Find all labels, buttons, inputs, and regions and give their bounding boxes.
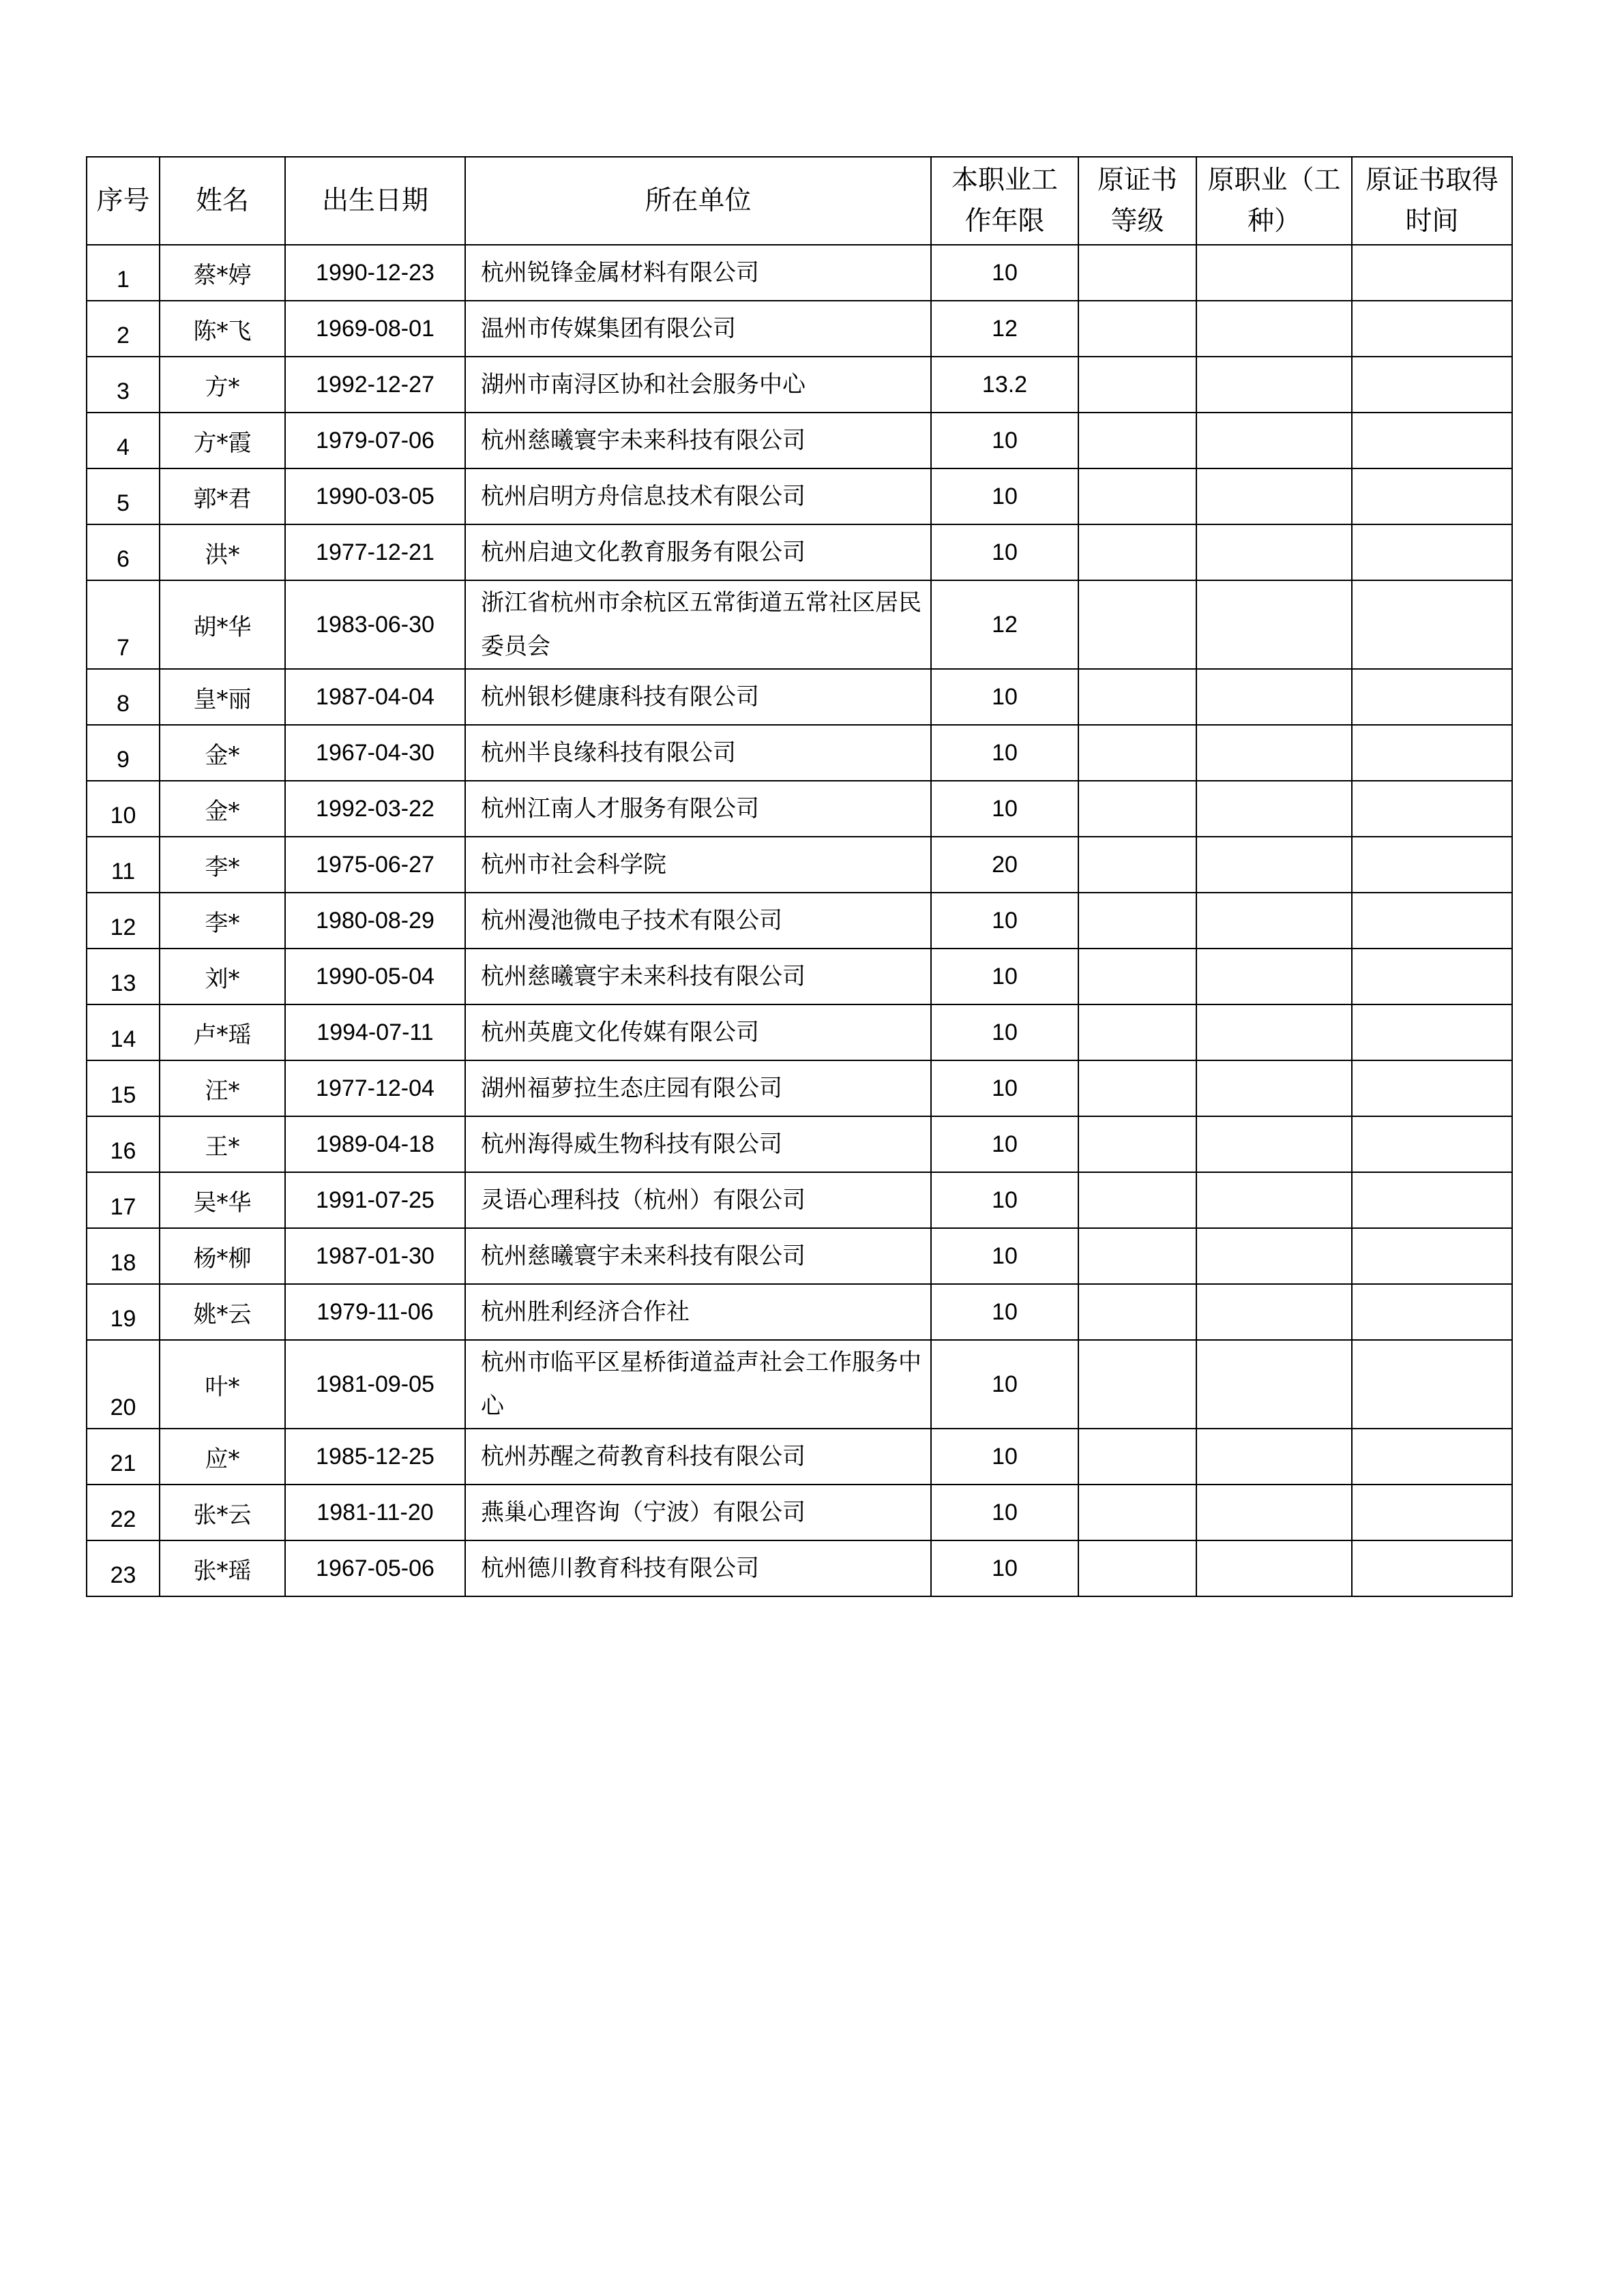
cell-no: 13 [87, 949, 160, 1004]
cell-unit: 杭州半良缘科技有限公司 [465, 725, 931, 781]
cell-original-occupation [1196, 1340, 1352, 1429]
cell-original-occupation [1196, 580, 1352, 669]
cell-original-occupation [1196, 1172, 1352, 1228]
cell-original-occupation [1196, 1060, 1352, 1116]
cell-unit: 杭州慈曦寰宇未来科技有限公司 [465, 949, 931, 1004]
cell-work-years: 12 [931, 580, 1078, 669]
cell-original-cert-time [1352, 949, 1512, 1004]
header-no: 序号 [87, 157, 160, 245]
cell-unit: 杭州启迪文化教育服务有限公司 [465, 524, 931, 580]
cell-no: 10 [87, 781, 160, 837]
header-work-years: 本职业工作年限 [931, 157, 1078, 245]
cell-name: 卢*瑶 [160, 1004, 285, 1060]
table-row [87, 245, 1512, 301]
table-row [87, 1429, 1512, 1485]
cell-original-cert-time [1352, 301, 1512, 357]
cell-original-occupation [1196, 781, 1352, 837]
cell-original-cert-level [1078, 1340, 1196, 1429]
cell-name: 王* [160, 1116, 285, 1172]
cell-work-years: 10 [931, 1172, 1078, 1228]
header-original-cert-time: 原证书取得时间 [1352, 157, 1512, 245]
cell-no: 14 [87, 1004, 160, 1060]
header-unit: 所在单位 [465, 157, 931, 245]
cell-original-cert-level [1078, 837, 1196, 893]
cell-no: 12 [87, 893, 160, 949]
cell-no: 20 [87, 1340, 160, 1429]
cell-original-cert-level [1078, 468, 1196, 524]
cell-original-occupation [1196, 1429, 1352, 1485]
cell-original-cert-level [1078, 1060, 1196, 1116]
cell-work-years: 10 [931, 1284, 1078, 1340]
cell-no: 8 [87, 669, 160, 725]
cell-original-cert-level [1078, 413, 1196, 468]
table-row [87, 1540, 1512, 1596]
cell-name: 胡*华 [160, 580, 285, 669]
cell-no: 23 [87, 1540, 160, 1596]
header-name: 姓名 [160, 157, 285, 245]
cell-no: 9 [87, 725, 160, 781]
table-row [87, 949, 1512, 1004]
cell-original-occupation [1196, 837, 1352, 893]
cell-unit: 杭州德川教育科技有限公司 [465, 1540, 931, 1596]
cell-birth-date: 1990-03-05 [285, 468, 465, 524]
table-row [87, 1172, 1512, 1228]
cell-work-years: 10 [931, 1485, 1078, 1540]
cell-work-years: 10 [931, 1228, 1078, 1284]
cell-birth-date: 1979-07-06 [285, 413, 465, 468]
cell-name: 张*云 [160, 1485, 285, 1540]
table-row [87, 524, 1512, 580]
cell-original-occupation [1196, 413, 1352, 468]
cell-work-years: 10 [931, 781, 1078, 837]
header-original-cert-level: 原证书等级 [1078, 157, 1196, 245]
table-row [87, 837, 1512, 893]
table-row [87, 580, 1512, 669]
cell-no: 11 [87, 837, 160, 893]
cell-birth-date: 1967-04-30 [285, 725, 465, 781]
cell-name: 刘* [160, 949, 285, 1004]
table-row [87, 1340, 1512, 1429]
cell-original-cert-level [1078, 580, 1196, 669]
cell-unit: 湖州福萝拉生态庄园有限公司 [465, 1060, 931, 1116]
cell-unit: 灵语心理科技（杭州）有限公司 [465, 1172, 931, 1228]
cell-work-years: 20 [931, 837, 1078, 893]
table-row [87, 413, 1512, 468]
cell-original-cert-time [1352, 669, 1512, 725]
cell-no: 3 [87, 357, 160, 413]
cell-work-years: 10 [931, 949, 1078, 1004]
cell-unit: 杭州银杉健康科技有限公司 [465, 669, 931, 725]
cell-birth-date: 1979-11-06 [285, 1284, 465, 1340]
cell-birth-date: 1980-08-29 [285, 893, 465, 949]
cell-original-cert-time [1352, 468, 1512, 524]
cell-original-cert-level [1078, 949, 1196, 1004]
cell-name: 张*瑶 [160, 1540, 285, 1596]
cell-work-years: 10 [931, 669, 1078, 725]
cell-birth-date: 1985-12-25 [285, 1429, 465, 1485]
cell-unit: 燕巢心理咨询（宁波）有限公司 [465, 1485, 931, 1540]
cell-work-years: 10 [931, 725, 1078, 781]
cell-no: 21 [87, 1429, 160, 1485]
cell-name: 方*霞 [160, 413, 285, 468]
cell-original-cert-level [1078, 893, 1196, 949]
cell-original-cert-time [1352, 1172, 1512, 1228]
cell-work-years: 10 [931, 524, 1078, 580]
cell-no: 1 [87, 245, 160, 301]
cell-original-cert-time [1352, 893, 1512, 949]
cell-original-occupation [1196, 669, 1352, 725]
cell-work-years: 10 [931, 893, 1078, 949]
cell-unit: 杭州漫池微电子技术有限公司 [465, 893, 931, 949]
cell-original-occupation [1196, 1485, 1352, 1540]
cell-unit: 杭州海得威生物科技有限公司 [465, 1116, 931, 1172]
cell-name: 应* [160, 1429, 285, 1485]
cell-name: 郭*君 [160, 468, 285, 524]
cell-birth-date: 1989-04-18 [285, 1116, 465, 1172]
cell-original-cert-level [1078, 1228, 1196, 1284]
cell-original-occupation [1196, 725, 1352, 781]
cell-unit: 杭州英鹿文化传媒有限公司 [465, 1004, 931, 1060]
cell-work-years: 10 [931, 1429, 1078, 1485]
cell-original-occupation [1196, 949, 1352, 1004]
cell-original-cert-time [1352, 245, 1512, 301]
cell-name: 陈*飞 [160, 301, 285, 357]
cell-original-occupation [1196, 1004, 1352, 1060]
table-row [87, 1060, 1512, 1116]
cell-original-occupation [1196, 245, 1352, 301]
cell-original-cert-time [1352, 1429, 1512, 1485]
cell-original-cert-time [1352, 413, 1512, 468]
cell-work-years: 12 [931, 301, 1078, 357]
cell-no: 5 [87, 468, 160, 524]
cell-birth-date: 1987-04-04 [285, 669, 465, 725]
cell-name: 姚*云 [160, 1284, 285, 1340]
cell-work-years: 10 [931, 1060, 1078, 1116]
header-birth-date: 出生日期 [285, 157, 465, 245]
cell-unit: 杭州市社会科学院 [465, 837, 931, 893]
cell-work-years: 10 [931, 245, 1078, 301]
cell-original-cert-time [1352, 357, 1512, 413]
cell-name: 李* [160, 837, 285, 893]
header-original-occupation: 原职业（工种） [1196, 157, 1352, 245]
cell-name: 李* [160, 893, 285, 949]
cell-no: 19 [87, 1284, 160, 1340]
cell-name: 叶* [160, 1340, 285, 1429]
cell-name: 蔡*婷 [160, 245, 285, 301]
cell-original-cert-level [1078, 1429, 1196, 1485]
table-row [87, 725, 1512, 781]
cell-work-years: 10 [931, 1116, 1078, 1172]
table-row [87, 1485, 1512, 1540]
cell-original-occupation [1196, 524, 1352, 580]
cell-original-cert-time [1352, 837, 1512, 893]
cell-no: 7 [87, 580, 160, 669]
cell-no: 18 [87, 1228, 160, 1284]
cell-unit: 杭州苏醒之荷教育科技有限公司 [465, 1429, 931, 1485]
cell-original-cert-level [1078, 669, 1196, 725]
cell-original-cert-level [1078, 1485, 1196, 1540]
cell-birth-date: 1969-08-01 [285, 301, 465, 357]
cell-original-cert-level [1078, 781, 1196, 837]
cell-original-cert-level [1078, 1116, 1196, 1172]
cell-birth-date: 1977-12-04 [285, 1060, 465, 1116]
cell-no: 4 [87, 413, 160, 468]
cell-no: 15 [87, 1060, 160, 1116]
cell-original-occupation [1196, 468, 1352, 524]
table-row [87, 357, 1512, 413]
cell-original-cert-level [1078, 725, 1196, 781]
table-body [87, 245, 1512, 1596]
cell-original-cert-level [1078, 245, 1196, 301]
cell-unit: 湖州市南浔区协和社会服务中心 [465, 357, 931, 413]
cell-work-years: 10 [931, 1004, 1078, 1060]
cell-name: 方* [160, 357, 285, 413]
cell-original-occupation [1196, 1116, 1352, 1172]
cell-original-occupation [1196, 301, 1352, 357]
cell-original-cert-time [1352, 781, 1512, 837]
cell-birth-date: 1990-05-04 [285, 949, 465, 1004]
cell-birth-date: 1990-12-23 [285, 245, 465, 301]
cell-original-cert-time [1352, 1284, 1512, 1340]
cell-no: 6 [87, 524, 160, 580]
cell-no: 22 [87, 1485, 160, 1540]
cell-original-occupation [1196, 1284, 1352, 1340]
cell-name: 金* [160, 725, 285, 781]
cell-birth-date: 1994-07-11 [285, 1004, 465, 1060]
cell-name: 洪* [160, 524, 285, 580]
cell-birth-date: 1981-11-20 [285, 1485, 465, 1540]
cell-original-cert-level [1078, 1004, 1196, 1060]
cell-original-cert-time [1352, 1485, 1512, 1540]
cell-birth-date: 1992-12-27 [285, 357, 465, 413]
cell-birth-date: 1991-07-25 [285, 1172, 465, 1228]
cell-original-cert-time [1352, 725, 1512, 781]
table-row [87, 781, 1512, 837]
cell-original-cert-level [1078, 357, 1196, 413]
cell-birth-date: 1981-09-05 [285, 1340, 465, 1429]
table-row [87, 1228, 1512, 1284]
cell-original-occupation [1196, 1228, 1352, 1284]
cell-work-years: 10 [931, 468, 1078, 524]
cell-original-cert-level [1078, 1284, 1196, 1340]
cell-original-occupation [1196, 357, 1352, 413]
table-row [87, 1004, 1512, 1060]
cell-name: 金* [160, 781, 285, 837]
table-row [87, 1284, 1512, 1340]
cell-birth-date: 1987-01-30 [285, 1228, 465, 1284]
table-row [87, 893, 1512, 949]
cell-original-cert-level [1078, 1172, 1196, 1228]
header-row [87, 157, 1512, 245]
cell-original-occupation [1196, 893, 1352, 949]
cell-unit: 杭州慈曦寰宇未来科技有限公司 [465, 1228, 931, 1284]
cell-original-cert-time [1352, 1116, 1512, 1172]
cell-work-years: 13.2 [931, 357, 1078, 413]
cell-original-cert-level [1078, 301, 1196, 357]
cell-work-years: 10 [931, 413, 1078, 468]
table-row [87, 1116, 1512, 1172]
cell-original-cert-time [1352, 1540, 1512, 1596]
cell-unit: 杭州江南人才服务有限公司 [465, 781, 931, 837]
cell-original-cert-time [1352, 524, 1512, 580]
cell-original-cert-time [1352, 1004, 1512, 1060]
cell-unit: 杭州启明方舟信息技术有限公司 [465, 468, 931, 524]
cell-unit: 温州市传媒集团有限公司 [465, 301, 931, 357]
cell-unit: 杭州市临平区星桥街道益声社会工作服务中心 [465, 1340, 931, 1429]
cell-name: 皇*丽 [160, 669, 285, 725]
table-row [87, 669, 1512, 725]
cell-work-years: 10 [931, 1540, 1078, 1596]
cell-original-occupation [1196, 1540, 1352, 1596]
cell-name: 汪* [160, 1060, 285, 1116]
cell-birth-date: 1975-06-27 [285, 837, 465, 893]
cell-birth-date: 1992-03-22 [285, 781, 465, 837]
cell-unit: 杭州锐锋金属材料有限公司 [465, 245, 931, 301]
personnel-table [86, 156, 1513, 1597]
cell-no: 2 [87, 301, 160, 357]
table-row [87, 468, 1512, 524]
cell-no: 16 [87, 1116, 160, 1172]
cell-work-years: 10 [931, 1340, 1078, 1429]
cell-original-cert-time [1352, 580, 1512, 669]
table-row [87, 301, 1512, 357]
cell-unit: 杭州慈曦寰宇未来科技有限公司 [465, 413, 931, 468]
cell-original-cert-time [1352, 1228, 1512, 1284]
cell-name: 杨*柳 [160, 1228, 285, 1284]
cell-original-cert-level [1078, 524, 1196, 580]
cell-original-cert-time [1352, 1060, 1512, 1116]
cell-original-cert-level [1078, 1540, 1196, 1596]
cell-birth-date: 1983-06-30 [285, 580, 465, 669]
cell-name: 吴*华 [160, 1172, 285, 1228]
cell-no: 17 [87, 1172, 160, 1228]
cell-birth-date: 1977-12-21 [285, 524, 465, 580]
cell-unit: 杭州胜利经济合作社 [465, 1284, 931, 1340]
cell-birth-date: 1967-05-06 [285, 1540, 465, 1596]
cell-unit: 浙江省杭州市余杭区五常街道五常社区居民委员会 [465, 580, 931, 669]
cell-original-cert-time [1352, 1340, 1512, 1429]
